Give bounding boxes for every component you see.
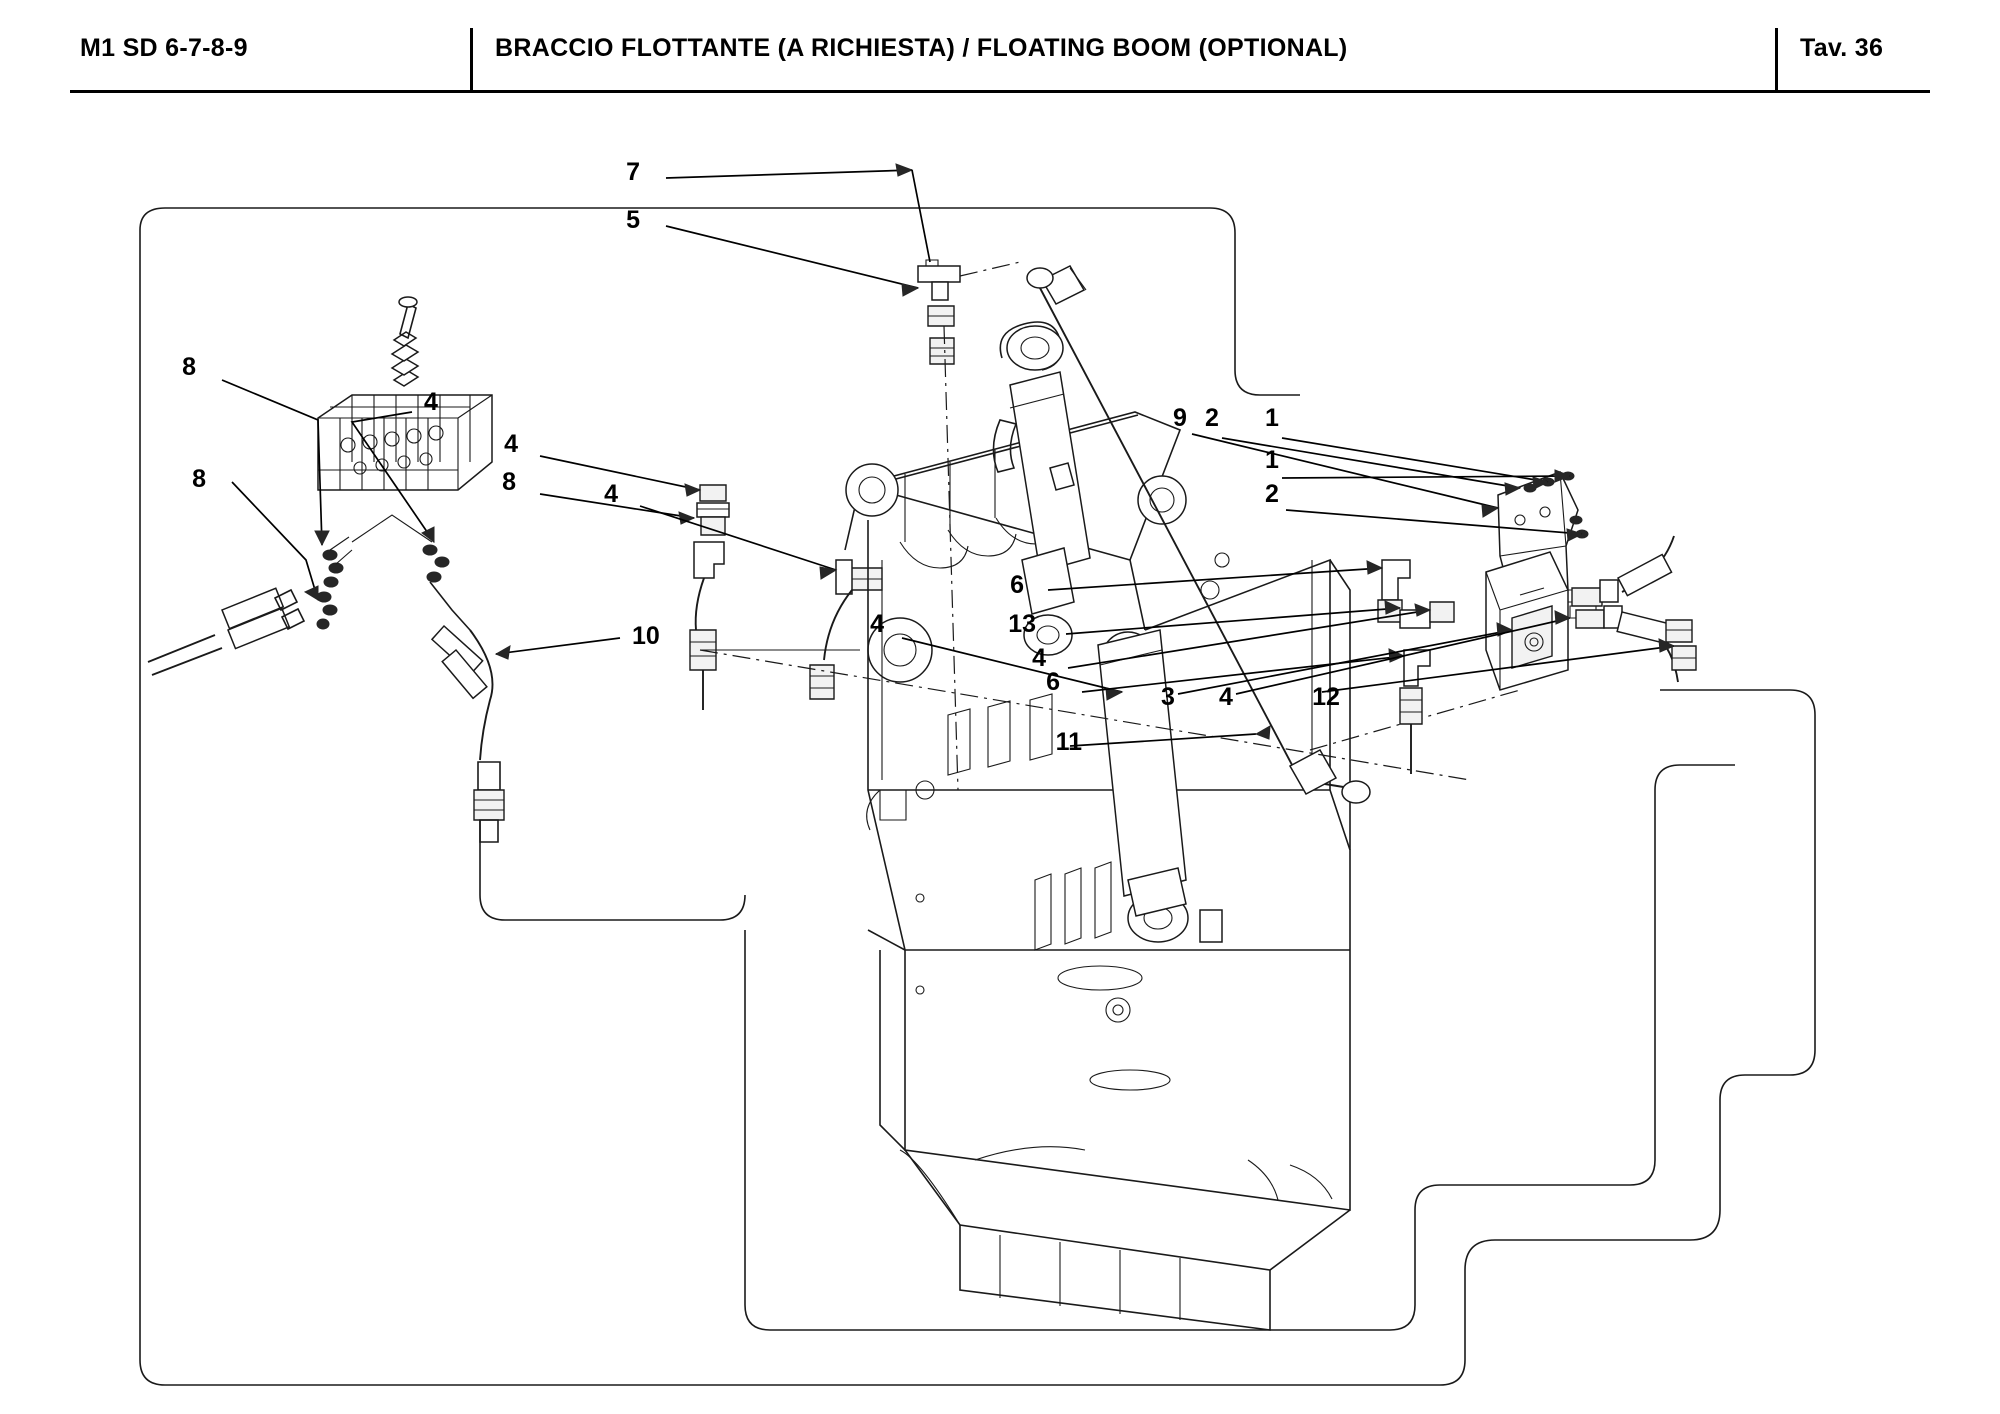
callout-1-b: 1: [1265, 446, 1279, 474]
callout-6-b: 6: [1046, 668, 1060, 696]
callout-2-a: 2: [1205, 404, 1219, 432]
page-header: [70, 28, 1930, 90]
fitting-group-left: [317, 537, 352, 629]
boom-cylinder-lower: [1098, 630, 1222, 942]
callout-8-c: 8: [502, 468, 516, 496]
callout-13: 13: [1008, 610, 1036, 638]
callout-4-d: 4: [870, 610, 884, 638]
page-title: BRACCIO FLOTTANTE (A RICHIESTA) / FLOATING BOOM (OPTIONAL): [495, 34, 1348, 62]
callout-4-a: 4: [424, 388, 438, 416]
callout-6-a: 6: [1010, 571, 1024, 599]
callout-4-f: 4: [1219, 683, 1233, 711]
callout-3: 3: [1161, 683, 1175, 711]
elbow-column-left: [690, 485, 729, 710]
callout-4-e: 4: [1032, 644, 1046, 672]
valve-fittings-cluster: [317, 515, 470, 630]
callout-4-c: 4: [604, 480, 618, 508]
callout-4-b: 4: [504, 430, 518, 458]
control-valve-assembly: [318, 297, 492, 490]
boom-structure: [845, 412, 1350, 1330]
header-divider-right: [1775, 28, 1778, 90]
technical-drawing: [0, 90, 2000, 1414]
left-hose-pair: [148, 588, 304, 675]
hose-assembly-10: [432, 626, 504, 842]
callout-8-b: 8: [192, 465, 206, 493]
right-valve-assembly: [1378, 472, 1696, 774]
callout-8-a: 8: [182, 353, 196, 381]
callout-9: 9: [1173, 404, 1187, 432]
left-port-elbows: [1378, 560, 1454, 774]
model-code: M1 SD 6-7-8-9: [80, 34, 248, 62]
valve-port-fittings: [1572, 580, 1622, 628]
callout-7: 7: [626, 158, 640, 186]
right-hoses: [1617, 536, 1696, 682]
callout-2-b: 2: [1265, 480, 1279, 508]
callout-1-a: 1: [1265, 404, 1279, 432]
hose-routing-outline: [140, 208, 1815, 1385]
valve-spool-stack: [392, 297, 418, 386]
header-divider-left: [470, 28, 473, 90]
fitting-group-right: [423, 545, 470, 630]
callout-11: 11: [1055, 728, 1082, 756]
callout-10: 10: [632, 622, 660, 650]
lift-cylinder: [993, 322, 1090, 655]
plate-number: Tav. 36: [1800, 34, 1884, 62]
callout-12: 12: [1312, 683, 1340, 711]
callout-5: 5: [626, 206, 640, 234]
